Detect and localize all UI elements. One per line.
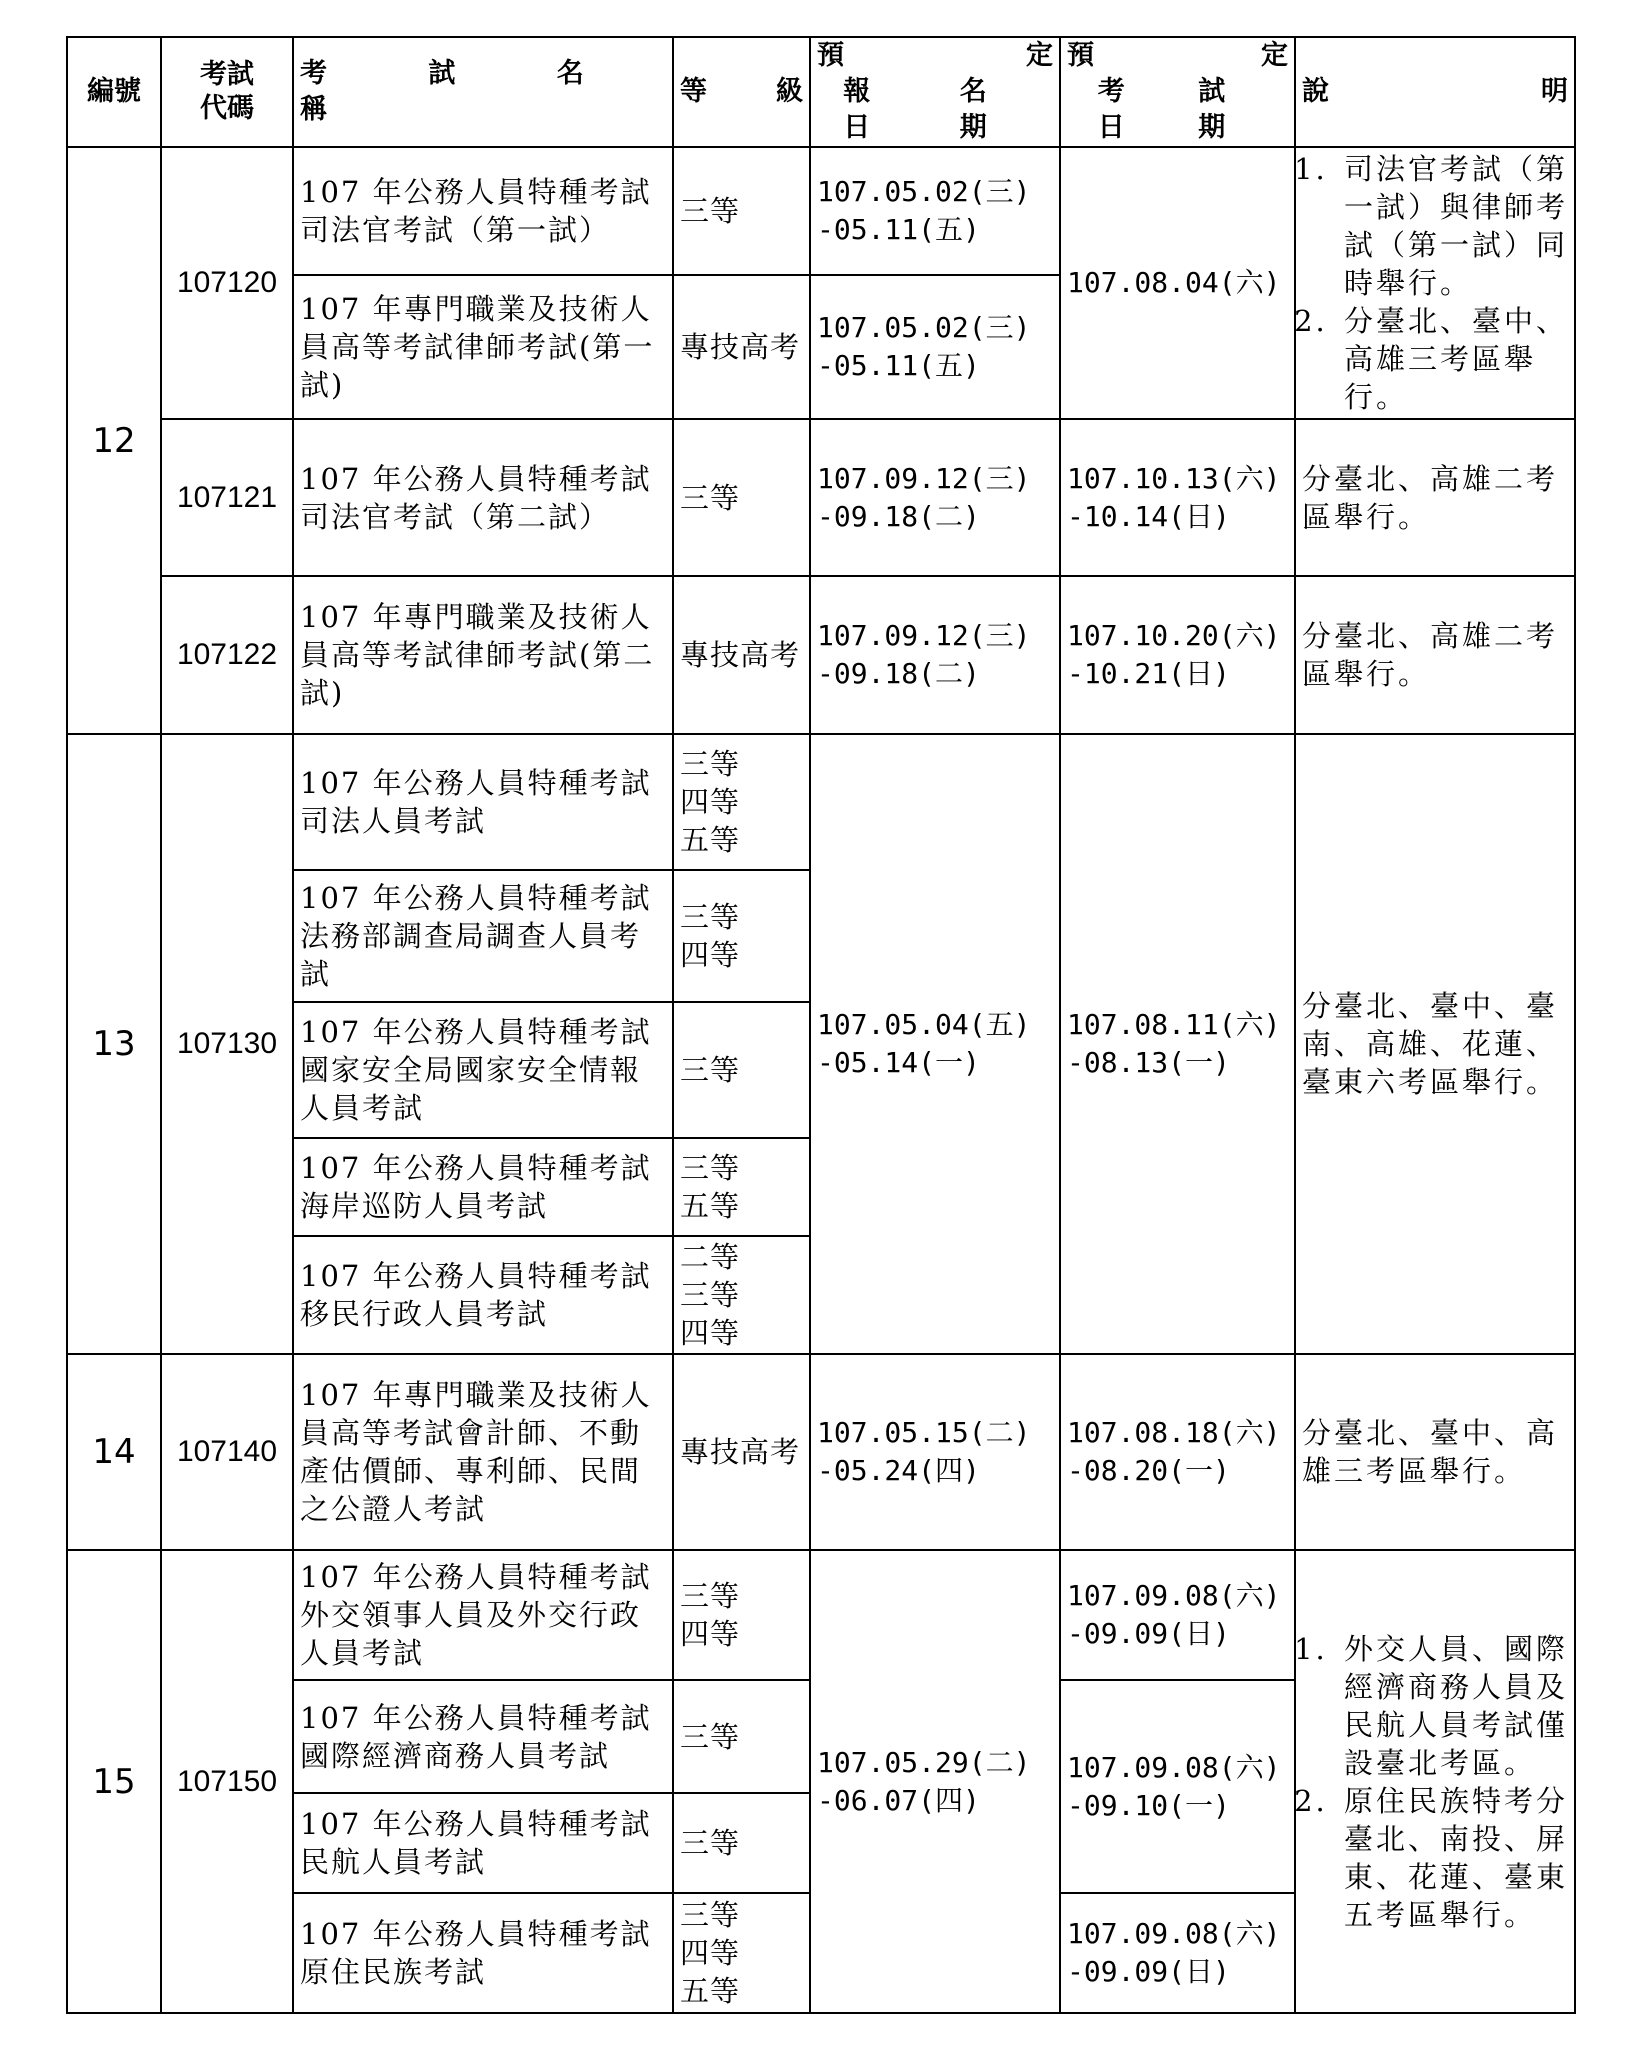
header-registration-date	[810, 37, 1060, 147]
header-exam-date	[1060, 37, 1295, 147]
note-item: 2. 原住民族特考分臺北、南投、屏東、花蓮、臺東五考區舉行。	[1340, 1782, 1568, 1934]
header-code-bottom: 代碼	[200, 93, 254, 124]
exam-date: 107.10.20(六) -10.21(日)	[1060, 576, 1295, 734]
exam-grade: 三等 四等	[673, 1550, 810, 1680]
group-number: 12	[67, 147, 161, 734]
exam-grade: 專技高考	[673, 275, 810, 419]
exam-code: 107122	[161, 576, 293, 734]
notes	[1295, 147, 1575, 419]
exam-grade: 三等 四等 五等	[673, 734, 810, 870]
exam-name: 107 年公務人員特種考試司法官考試（第二試）	[293, 419, 673, 576]
exam-grade: 二等 三等 四等	[673, 1236, 810, 1354]
exam-grade: 三等	[673, 1002, 810, 1138]
exam-name: 107 年公務人員特種考試國際經濟商務人員考試	[293, 1680, 673, 1793]
exam-name: 107 年公務人員特種考試原住民族考試	[293, 1893, 673, 2013]
table-row	[67, 147, 1575, 275]
note-item: 1. 司法官考試（第一試）與律師考試（第一試）同時舉行。	[1340, 150, 1568, 302]
header-grade-b: 級	[776, 76, 803, 107]
exam-date: 107.08.18(六) -08.20(一)	[1060, 1354, 1295, 1550]
note-item: 2. 分臺北、臺中、高雄三考區舉行。	[1340, 302, 1568, 416]
registration-date: 107.05.02(三) -05.11(五)	[810, 147, 1060, 275]
exam-code: 107130	[161, 734, 293, 1354]
exam-grade: 三等 四等 五等	[673, 1893, 810, 2013]
registration-date: 107.05.02(三) -05.11(五)	[810, 275, 1060, 419]
notes	[1295, 1550, 1575, 2013]
header-exam-top-a: 預	[1067, 40, 1094, 71]
table-row	[67, 419, 1575, 576]
exam-date: 107.08.04(六)	[1060, 147, 1295, 419]
header-code-top: 考試	[200, 59, 254, 90]
exam-grade: 專技高考	[673, 1354, 810, 1550]
note-item: 1. 外交人員、國際經濟商務人員及民航人員考試僅設臺北考區。	[1340, 1630, 1568, 1782]
header-exam-bottom: 考 試 日 期	[1097, 76, 1258, 143]
header-grade-a: 等	[680, 76, 707, 107]
group-number: 14	[67, 1354, 161, 1550]
table-row	[67, 1354, 1575, 1550]
exam-grade: 三等 五等	[673, 1138, 810, 1236]
exam-grade: 三等	[673, 1680, 810, 1793]
exam-name: 107 年公務人員特種考試移民行政人員考試	[293, 1236, 673, 1354]
notes: 分臺北、高雄二考區舉行。	[1295, 419, 1575, 576]
registration-date: 107.05.29(二) -06.07(四)	[810, 1550, 1060, 2013]
notes: 分臺北、臺中、高雄三考區舉行。	[1295, 1354, 1575, 1550]
exam-code: 107140	[161, 1354, 293, 1550]
table-row	[67, 734, 1575, 870]
exam-grade: 三等	[673, 419, 810, 576]
header-notes-b: 明	[1541, 76, 1568, 107]
exam-code: 107121	[161, 419, 293, 576]
exam-name: 107 年公務人員特種考試司法官考試（第一試）	[293, 147, 673, 275]
table-row	[67, 576, 1575, 734]
exam-date: 107.09.08(六) -09.09(日)	[1060, 1893, 1295, 2013]
notes: 分臺北、高雄二考區舉行。	[1295, 576, 1575, 734]
exam-code: 107150	[161, 1550, 293, 2013]
header-name: 考 試 名 稱	[293, 37, 673, 147]
header-reg-top-a: 預	[817, 40, 844, 71]
exam-grade: 三等 四等	[673, 870, 810, 1002]
exam-name: 107 年公務人員特種考試外交領事人員及外交行政人員考試	[293, 1550, 673, 1680]
registration-date: 107.09.12(三) -09.18(二)	[810, 576, 1060, 734]
group-number: 13	[67, 734, 161, 1354]
notes: 分臺北、臺中、臺南、高雄、花蓮、臺東六考區舉行。	[1295, 734, 1575, 1354]
exam-name: 107 年公務人員特種考試法務部調查局調查人員考試	[293, 870, 673, 1002]
exam-grade: 專技高考	[673, 576, 810, 734]
exam-date: 107.10.13(六) -10.14(日)	[1060, 419, 1295, 576]
exam-date: 107.09.08(六) -09.09(日)	[1060, 1550, 1295, 1680]
exam-schedule-table	[66, 36, 1576, 2014]
exam-name: 107 年專門職業及技術人員高等考試律師考試(第二試)	[293, 576, 673, 734]
exam-date: 107.08.11(六) -08.13(一)	[1060, 734, 1295, 1354]
exam-code: 107120	[161, 147, 293, 419]
header-row	[67, 37, 1575, 147]
exam-grade: 三等	[673, 1793, 810, 1893]
table-row	[67, 1550, 1575, 1680]
exam-name: 107 年公務人員特種考試民航人員考試	[293, 1793, 673, 1893]
group-number: 15	[67, 1550, 161, 2013]
header-notes	[1295, 37, 1575, 147]
registration-date: 107.05.04(五) -05.14(一)	[810, 734, 1060, 1354]
header-no: 編號	[67, 37, 161, 147]
exam-name: 107 年公務人員特種考試海岸巡防人員考試	[293, 1138, 673, 1236]
header-code	[161, 37, 293, 147]
exam-grade: 三等	[673, 147, 810, 275]
registration-date: 107.09.12(三) -09.18(二)	[810, 419, 1060, 576]
exam-name: 107 年公務人員特種考試司法人員考試	[293, 734, 673, 870]
header-reg-bottom: 報 名 日 期	[843, 76, 1027, 143]
header-notes-a: 說	[1302, 76, 1329, 107]
header-grade	[673, 37, 810, 147]
exam-name: 107 年專門職業及技術人員高等考試會計師、不動產估價師、專利師、民間之公證人考試	[293, 1354, 673, 1550]
header-exam-top-b: 定	[1261, 40, 1288, 71]
exam-date: 107.09.08(六) -09.10(一)	[1060, 1680, 1295, 1893]
registration-date: 107.05.15(二) -05.24(四)	[810, 1354, 1060, 1550]
header-reg-top-b: 定	[1026, 40, 1053, 71]
exam-name: 107 年專門職業及技術人員高等考試律師考試(第一試)	[293, 275, 673, 419]
exam-name: 107 年公務人員特種考試國家安全局國家安全情報人員考試	[293, 1002, 673, 1138]
